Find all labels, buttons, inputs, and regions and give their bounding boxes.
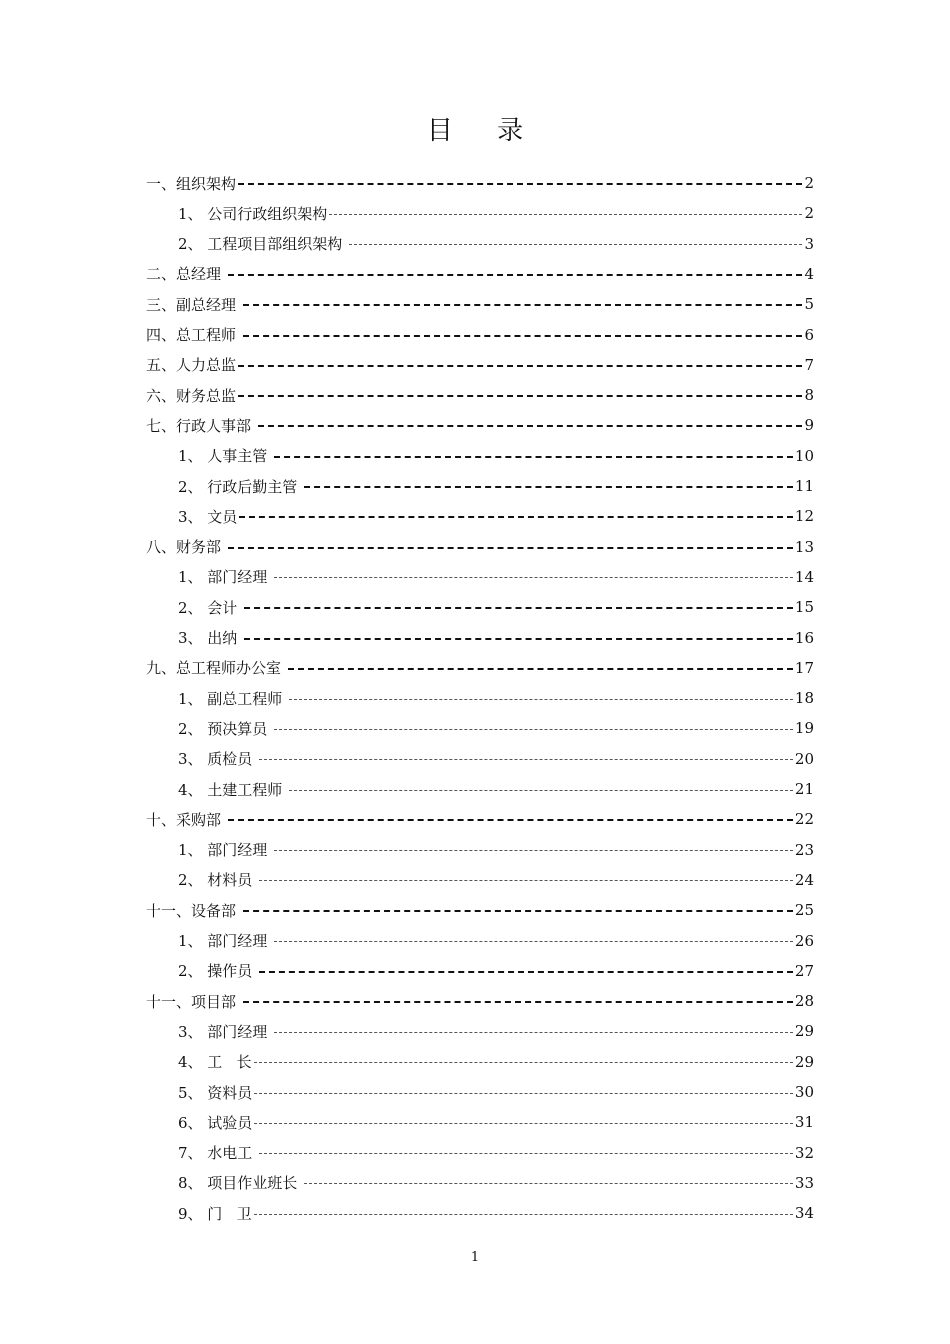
toc-entry-page: 18 xyxy=(794,689,814,708)
toc-entry[interactable] xyxy=(178,1047,814,1077)
toc-entry[interactable] xyxy=(178,229,814,259)
toc-entry[interactable] xyxy=(178,562,814,592)
dot-leader xyxy=(274,941,793,942)
dot-leader xyxy=(259,1153,793,1154)
dot-leader xyxy=(274,577,793,578)
dot-leader xyxy=(274,1032,793,1033)
toc-entry-page: 21 xyxy=(794,780,814,798)
toc-entry[interactable] xyxy=(178,1138,814,1168)
dot-leader xyxy=(254,1062,793,1063)
toc-entry-label: 4、 土建工程师 xyxy=(178,780,288,799)
toc-entry-label: 1、 公司行政组织架构 xyxy=(178,204,328,223)
toc-entry-page: 17 xyxy=(794,658,814,677)
dot-leader xyxy=(274,850,793,851)
dot-leader xyxy=(289,790,793,791)
dot-leader xyxy=(258,425,803,427)
toc-entry[interactable] xyxy=(178,441,814,471)
toc-entry-page: 8 xyxy=(804,386,814,405)
toc-entry-label: 十、采购部 xyxy=(146,810,226,829)
toc-entry[interactable] xyxy=(146,259,814,289)
toc-entry-label: 2、 行政后勤主管 xyxy=(178,477,303,496)
dot-leader xyxy=(274,456,793,458)
toc-entry-label: 十一、项目部 xyxy=(146,992,241,1011)
toc-entry[interactable] xyxy=(178,956,814,986)
toc-entry-label: 3、 质检员 xyxy=(178,750,258,769)
dot-leader xyxy=(304,1183,793,1184)
toc-entry[interactable] xyxy=(178,471,814,501)
toc-entry-label: 六、财务总监 xyxy=(146,386,237,405)
toc-entry-label: 三、副总经理 xyxy=(146,295,241,314)
toc-entry-label: 2、 会计 xyxy=(178,598,243,617)
page-number: 1 xyxy=(470,1250,480,1265)
toc-entry[interactable] xyxy=(178,926,814,956)
toc-entry[interactable] xyxy=(146,410,814,440)
dot-leader xyxy=(238,183,802,185)
toc-entry[interactable] xyxy=(178,501,814,531)
toc-entry[interactable] xyxy=(178,1168,814,1198)
toc-entry-page: 31 xyxy=(794,1113,814,1132)
toc-entry-label: 6、 试验员 xyxy=(178,1113,253,1132)
toc-entry-label: 五、人力总监 xyxy=(146,356,237,375)
toc-entry-page: 29 xyxy=(794,1052,814,1071)
toc-entry-page: 26 xyxy=(794,931,814,950)
toc-entry-page: 25 xyxy=(794,901,814,920)
toc-entry[interactable] xyxy=(178,1016,814,1046)
toc-entry-page: 28 xyxy=(794,992,814,1011)
toc-entry-label: 4、 工 长 xyxy=(178,1053,252,1072)
toc-entry-page: 5 xyxy=(804,295,814,314)
toc-entry[interactable] xyxy=(178,744,814,774)
dot-leader xyxy=(254,1093,793,1094)
toc-entry[interactable] xyxy=(178,1077,814,1107)
page-title: 目 录 xyxy=(426,116,542,146)
toc-entry-page: 30 xyxy=(794,1083,814,1101)
toc-entry-page: 23 xyxy=(794,840,814,859)
toc-entry[interactable] xyxy=(146,804,814,834)
toc-entry-label: 1、 副总工程师 xyxy=(178,689,288,708)
dot-leader xyxy=(288,668,793,670)
toc-entry-label: 二、总经理 xyxy=(146,265,226,284)
toc-entry-page: 7 xyxy=(804,355,814,374)
dot-leader xyxy=(243,335,803,337)
toc-entry-label: 7、 水电工 xyxy=(178,1144,258,1163)
toc-entry-page: 14 xyxy=(794,567,814,586)
dot-leader xyxy=(274,729,793,730)
toc-entry-page: 12 xyxy=(794,507,814,526)
toc-entry-page: 11 xyxy=(794,477,814,495)
toc-entry-label: 四、总工程师 xyxy=(146,326,241,344)
dot-leader xyxy=(228,547,793,549)
dot-leader xyxy=(244,638,793,640)
toc-entry-label: 2、 预决算员 xyxy=(178,719,273,738)
dot-leader xyxy=(254,1214,793,1215)
dot-leader xyxy=(244,607,793,609)
toc-entry[interactable] xyxy=(178,592,814,622)
toc-entry-page: 9 xyxy=(804,416,814,435)
toc-entry-page: 15 xyxy=(794,598,814,617)
toc-entry-page: 2 xyxy=(804,174,814,192)
toc-entry-label: 2、 材料员 xyxy=(178,871,258,890)
toc-entry[interactable] xyxy=(146,895,814,925)
toc-entry-label: 七、行政人事部 xyxy=(146,416,256,435)
dot-leader xyxy=(304,486,793,488)
toc-entry-label: 3、 出纳 xyxy=(178,629,243,647)
toc-entry[interactable] xyxy=(178,623,814,653)
toc-entry[interactable] xyxy=(178,774,814,804)
toc-entry-label: 1、 部门经理 xyxy=(178,568,273,587)
toc-entry[interactable] xyxy=(178,713,814,743)
dot-leader xyxy=(228,819,793,821)
toc-entry-page: 20 xyxy=(794,749,814,768)
toc-entry-label: 1、 部门经理 xyxy=(178,841,273,860)
toc-entry[interactable] xyxy=(178,865,814,895)
toc-entry-label: 八、财务部 xyxy=(146,538,226,557)
toc-entry-page: 29 xyxy=(794,1022,814,1041)
toc-entry-label: 3、 部门经理 xyxy=(178,1022,273,1041)
toc-entry-label: 一、组织架构 xyxy=(146,174,237,193)
toc-entry[interactable] xyxy=(146,986,814,1016)
toc-entry[interactable] xyxy=(178,1198,814,1228)
toc-entry-label: 5、 资料员 xyxy=(178,1083,253,1102)
toc-entry-page: 13 xyxy=(794,537,814,556)
toc-entry[interactable] xyxy=(146,653,814,683)
dot-leader xyxy=(228,274,803,276)
toc-entry-page: 16 xyxy=(794,628,814,647)
toc-entry-page: 33 xyxy=(794,1173,814,1192)
toc-entry-label: 8、 项目作业班长 xyxy=(178,1174,303,1193)
dot-leader xyxy=(349,244,802,245)
toc-entry-page: 2 xyxy=(804,204,814,223)
toc-entry-label: 九、总工程师办公室 xyxy=(146,659,286,678)
toc-entry-label: 十一、设备部 xyxy=(146,901,241,920)
toc-entry-page: 32 xyxy=(794,1143,814,1162)
toc-entry-label: 1、 部门经理 xyxy=(178,932,273,950)
dot-leader xyxy=(243,304,803,306)
toc-entry-page: 27 xyxy=(794,961,814,980)
toc-entry[interactable] xyxy=(146,380,814,410)
toc-entry-page: 34 xyxy=(794,1204,814,1223)
dot-leader xyxy=(238,365,802,367)
toc-entry[interactable] xyxy=(178,1107,814,1137)
dot-leader xyxy=(259,880,793,881)
toc-entry-page: 24 xyxy=(794,870,814,889)
toc-entry[interactable] xyxy=(146,168,814,198)
dot-leader xyxy=(259,759,793,760)
dot-leader xyxy=(254,1123,793,1124)
dot-leader xyxy=(238,395,802,397)
toc-entry-label: 2、 工程项目部组织架构 xyxy=(178,235,348,254)
dot-leader xyxy=(289,699,793,700)
toc-entry-label: 2、 操作员 xyxy=(178,962,258,981)
toc-entry[interactable] xyxy=(146,532,814,562)
toc-entry-page: 22 xyxy=(794,810,814,829)
toc-entry-page: 3 xyxy=(804,234,814,253)
dot-leader xyxy=(329,214,802,215)
toc-entry-label: 1、 人事主管 xyxy=(178,447,273,466)
toc-entry-page: 6 xyxy=(804,325,814,344)
toc-entry[interactable] xyxy=(178,683,814,713)
toc-entry[interactable] xyxy=(178,198,814,228)
toc-entry-label: 9、 门 卫 xyxy=(178,1204,252,1223)
toc-entry[interactable] xyxy=(146,320,814,350)
toc-entry-label: 3、 文员 xyxy=(178,507,238,526)
dot-leader xyxy=(243,1001,793,1003)
toc-entry-page: 4 xyxy=(804,264,814,283)
toc-entry-page: 10 xyxy=(794,446,814,465)
dot-leader xyxy=(243,910,793,912)
toc-entry[interactable] xyxy=(146,289,814,319)
toc-entry[interactable] xyxy=(146,350,814,380)
dot-leader xyxy=(239,516,793,518)
dot-leader xyxy=(259,971,793,973)
toc-entry[interactable] xyxy=(178,835,814,865)
toc-entry-page: 19 xyxy=(794,719,814,738)
